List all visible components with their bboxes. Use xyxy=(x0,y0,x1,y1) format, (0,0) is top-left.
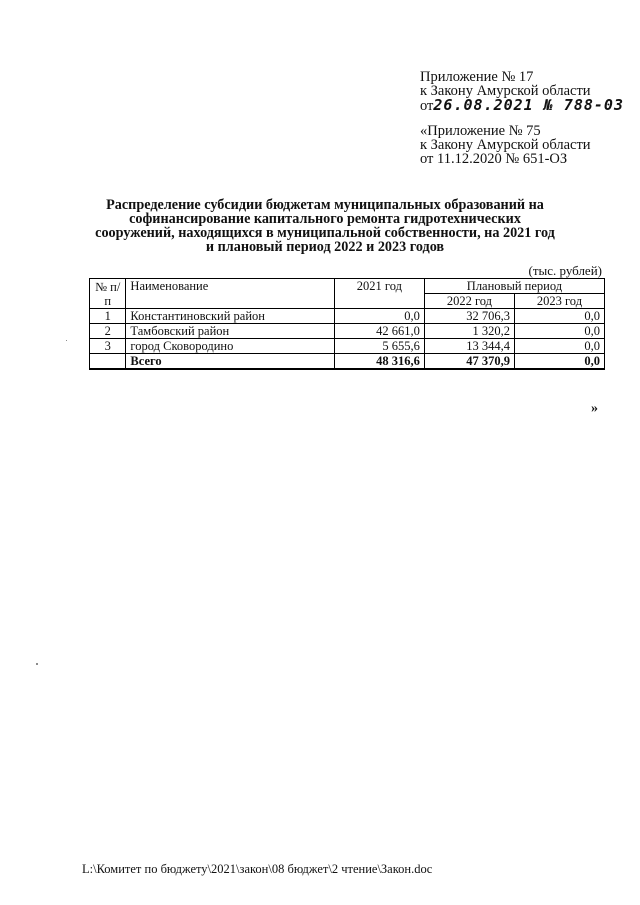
row-num: 3 xyxy=(90,339,126,354)
header-2022: 2022 год xyxy=(424,294,514,309)
title-line: софинансирование капитального ремонта гидротехнических xyxy=(129,211,521,227)
units-label: (тыс. рублей) xyxy=(528,263,602,278)
row-2021: 42 661,0 xyxy=(334,324,424,339)
header-num: № п/п xyxy=(90,279,126,309)
title-line: сооружений, находящихся в муниципальной собственности, на 2021 год xyxy=(95,225,555,241)
row-2022: 1 320,2 xyxy=(424,324,514,339)
row-2023: 0,0 xyxy=(514,309,604,324)
row-2021: 0,0 xyxy=(334,309,424,324)
row-name: Константиновский район xyxy=(126,309,334,324)
row-name: город Сковородино xyxy=(126,339,334,354)
header-2021: 2021 год xyxy=(334,279,424,309)
row-2023: 0,0 xyxy=(514,339,604,354)
total-2023: 0,0 xyxy=(514,354,604,370)
closing-quote: » xyxy=(591,401,598,416)
row-num: 1 xyxy=(90,309,126,324)
original-appendix-date: от 11.12.2020 № 651-ОЗ xyxy=(420,151,568,167)
appendix-header xyxy=(420,70,624,113)
header-name: Наименование xyxy=(126,279,334,309)
row-2021: 5 655,6 xyxy=(334,339,424,354)
original-appendix-header xyxy=(420,124,591,166)
table-row xyxy=(90,339,605,354)
header-2023: 2023 год xyxy=(514,294,604,309)
appendix-date-line xyxy=(420,98,624,113)
footer-file-path: L:\Комитет по бюджету\2021\закон\08 бюджет\2 чтение\Закон.doc xyxy=(82,862,433,876)
row-2022: 13 344,4 xyxy=(424,339,514,354)
scan-speck xyxy=(66,340,67,341)
document-title xyxy=(90,198,560,254)
appendix-law-ref: к Закону Амурской области xyxy=(420,83,591,99)
table-row xyxy=(90,309,605,324)
original-appendix-number: «Приложение № 75 xyxy=(420,123,541,139)
total-2022: 47 370,9 xyxy=(424,354,514,370)
row-2023: 0,0 xyxy=(514,324,604,339)
row-name: Тамбовский район xyxy=(126,324,334,339)
row-2022: 32 706,3 xyxy=(424,309,514,324)
appendix-number: Приложение № 17 xyxy=(420,69,534,85)
total-2021: 48 316,6 xyxy=(334,354,424,370)
header-planned-period: Плановый период xyxy=(424,279,604,294)
original-appendix-law-ref: к Закону Амурской области xyxy=(420,137,591,153)
row-num: 2 xyxy=(90,324,126,339)
scan-speck xyxy=(36,663,38,665)
table-row xyxy=(90,324,605,339)
appendix-date-prefix: от xyxy=(420,98,434,114)
total-num xyxy=(90,354,126,370)
subsidy-table xyxy=(89,278,605,370)
table-header-row xyxy=(90,279,605,294)
total-label: Всего xyxy=(126,354,334,370)
handwritten-date-number: 26.08.2021 № 788-03 xyxy=(433,96,624,114)
title-line: и плановый период 2022 и 2023 годов xyxy=(205,239,445,255)
table-total-row xyxy=(90,354,605,370)
title-line: Распределение субсидии бюджетам муниципальных образований на xyxy=(106,197,544,213)
